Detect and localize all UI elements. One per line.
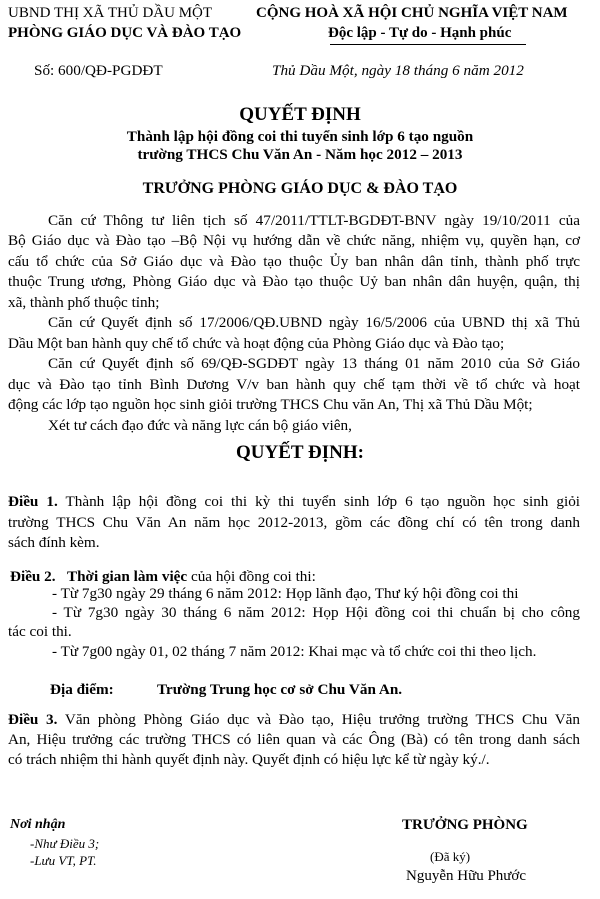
national-title: CỘNG HOÀ XÃ HỘI CHỦ NGHĨA VIỆT NAM xyxy=(256,5,568,21)
preamble-line: dục và Đào tạo tỉnh Bình Dương V/v ban hành quy chế tạm thời về tổ chức và hoạt xyxy=(8,376,580,393)
issuing-authority: TRƯỞNG PHÒNG GIÁO DỤC & ĐÀO TẠO xyxy=(142,180,458,197)
recipients-title: Nơi nhận xyxy=(10,817,66,832)
article-2-title: Thời gian làm việc xyxy=(66,568,188,585)
article-2-label: Điều 2. xyxy=(10,568,56,585)
issuer-authority: UBND THỊ XÃ THỦ DẦU MỘT xyxy=(8,5,213,21)
signer-name: Nguyễn Hữu Phước xyxy=(406,868,527,884)
document-subject-line2: trường THCS Chu Văn An - Năm học 2012 – 2013 xyxy=(137,146,463,163)
preamble-line: xã, thành phố thuộc tỉnh; xyxy=(8,294,160,311)
article-3-line: An, Hiệu trưởng các trường THCS có liên quan và các Ông (Bà) có tên trong danh sách xyxy=(8,731,580,748)
national-motto: Độc lập - Tự do - Hạnh phúc xyxy=(328,25,512,41)
article-3-label: Điều 3. xyxy=(8,711,58,728)
article-1-line: trường THCS Chu Văn An năm học 2012-2013, gồm các đồng chí có tên trong danh xyxy=(8,514,580,531)
preamble-line: Xét tư cách đạo đức và năng lực cán bộ giáo viên, xyxy=(48,417,352,434)
article-1-text: Thành lập hội đồng coi thi kỳ thi tuyển sinh lớp 6 tạo nguồn học sinh giỏi xyxy=(57,493,581,510)
preamble-line: Bộ Giáo dục và Đào tạo –Bộ Nội vụ hướng dẫn về chức năng, nhiệm vụ, quyền hạn, cơ xyxy=(8,232,580,249)
preamble-line: Căn cứ Thông tư liên tịch số 47/2011/TTLT-BGDĐT-BNV ngày 19/10/2011 của xyxy=(48,212,580,229)
preamble-line: Căn cứ Quyết định số 69/QĐ-SGDĐT ngày 13 tháng 01 năm 2010 của Sở Giáo xyxy=(48,355,580,372)
location-value: Trường Trung học cơ sở Chu Văn An. xyxy=(157,681,403,698)
signature-title: TRƯỞNG PHÒNG xyxy=(402,817,528,833)
recipient-item: -Lưu VT, PT. xyxy=(30,853,97,868)
place-date: Thủ Dầu Một, ngày 18 tháng 6 năm 2012 xyxy=(272,62,524,79)
preamble-line: động các lớp tạo nguồn học sinh giỏi trường THCS Chu văn An, Thị xã Thủ Dầu Một; xyxy=(8,396,533,413)
article-3-line: có trách nhiệm thi hành quyết định này. Quyết định có hiệu lực kể từ ngày ký./. xyxy=(8,751,490,768)
recipient-item: -Như Điều 3; xyxy=(30,836,100,851)
signature-status: (Đã ký) xyxy=(430,849,471,864)
article-3-line xyxy=(8,710,580,729)
article-1-line xyxy=(8,492,580,511)
preamble-line: Dầu Một ban hành quy chế tổ chức và hoạt động của Phòng Giáo dục và Đào tạo; xyxy=(8,335,505,352)
issuer-department: PHÒNG GIÁO DỤC VÀ ĐÀO TẠO xyxy=(8,25,242,41)
schedule-item: - Từ 7g30 ngày 30 tháng 6 năm 2012: Họp Hội đồng coi thi chuẩn bị cho công xyxy=(52,604,580,621)
decision-heading: QUYẾT ĐỊNH: xyxy=(236,442,364,463)
document-subject-line1: Thành lập hội đồng coi thi tuyển sinh lớp 6 tạo nguồn xyxy=(126,128,474,145)
schedule-item-continued: tác coi thi. xyxy=(8,623,72,640)
preamble-line: cấu tổ chức của Sở Giáo dục và Đào tạo thuộc Ủy ban nhân dân tỉnh, thành phố trực xyxy=(8,253,580,270)
article-3-text: Văn phòng Phòng Giáo dục và Đào tạo, Hiệu trưởng trường THCS Chu Văn xyxy=(57,711,581,728)
article-2-title-rest: của hội đồng coi thi: xyxy=(187,568,316,585)
motto-underline xyxy=(330,44,526,45)
preamble-line: thuộc Trung ương, Phòng Giáo dục và Đào tạo thuộc Uỷ ban nhân dân huyện, quận, thị xyxy=(8,273,580,290)
document-number: Số: 600/QĐ-PGDĐT xyxy=(34,62,163,79)
location-label: Địa điểm: xyxy=(50,681,114,698)
schedule-item: - Từ 7g00 ngày 01, 02 tháng 7 năm 2012: Khai mạc và tổ chức coi thi theo lịch. xyxy=(52,643,537,660)
preamble-line: Căn cứ Quyết định số 17/2006/QĐ.UBND ngày 16/5/2006 của UBND thị xã Thủ xyxy=(48,314,580,331)
document-title: QUYẾT ĐỊNH xyxy=(239,104,361,125)
schedule-item: - Từ 7g30 ngày 29 tháng 6 năm 2012: Họp lãnh đạo, Thư ký hội đồng coi thi xyxy=(52,585,519,602)
article-1-line: sách đính kèm. xyxy=(8,534,100,551)
article-1-label: Điều 1. xyxy=(8,493,58,510)
